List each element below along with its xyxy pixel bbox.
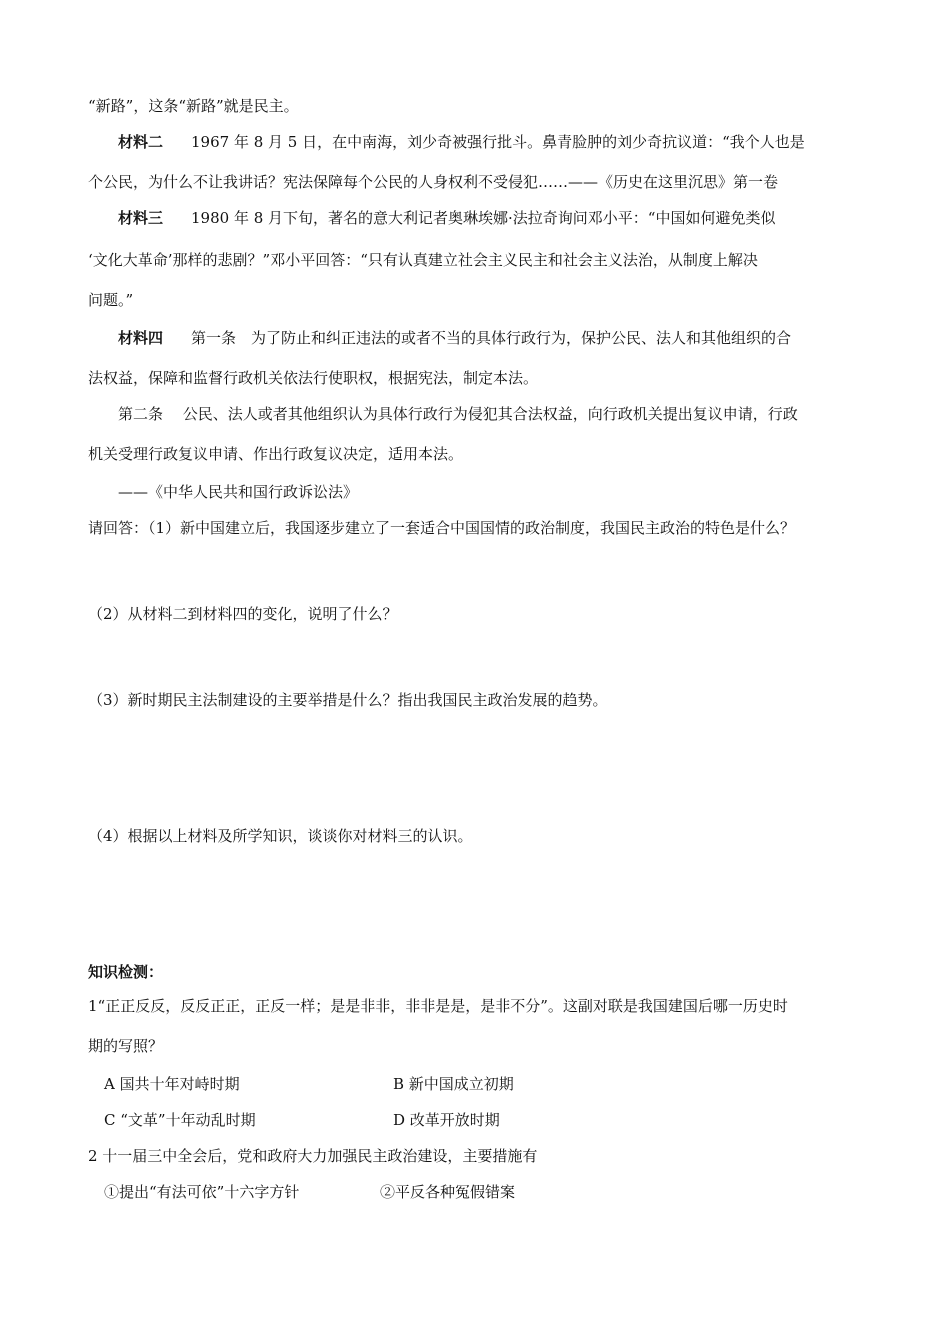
option-d: D 改革开放时期: [393, 1111, 500, 1129]
text-line: “新路”，这条“新路”就是民主。: [88, 97, 299, 115]
option-a: A 国共十年对峙时期: [104, 1075, 240, 1093]
quiz-question-1: 1“正正反反，反反正正，正反一样；是是非非，非非是是，是非不分”。这副对联是我国建国后哪一历史时: [88, 997, 788, 1015]
text-line: 期的写照？: [88, 1037, 164, 1055]
text-line: 机关受理行政复议申请、作出行政复议决定，适用本法。: [88, 445, 464, 463]
question-3: （3）新时期民主法制建设的主要举措是什么？指出我国民主政治发展的趋势。: [88, 691, 608, 709]
quiz-question-2: 2 十一届三中全会后，党和政府大力加强民主政治建设，主要措施有: [88, 1147, 538, 1165]
option-c: C “文革”十年动乱时期: [104, 1111, 256, 1129]
source-line: ——《中华人民共和国行政诉讼法》: [118, 483, 359, 501]
material-four-label: 材料四: [118, 329, 164, 347]
material-four-line: [118, 328, 791, 348]
question-4: （4）根据以上材料及所学知识，谈谈你对材料三的认识。: [88, 827, 473, 845]
text-line: 法权益，保障和监督行政机关依法行使职权，根据宪法，制定本法。: [88, 369, 539, 387]
measure-2: ②平反各种冤假错案: [380, 1183, 516, 1201]
text-line: 第二条 公民、法人或者其他组织认为具体行政行为侵犯其合法权益，向行政机关提出复议申请，行政: [118, 405, 798, 423]
question-2: （2）从材料二到材料四的变化，说明了什么？: [88, 605, 398, 623]
question-1: 请回答：（1）新中国建立后，我国逐步建立了一套适合中国国情的政治制度，我国民主政治的特色是什么？: [88, 519, 796, 537]
measure-1: ①提出“有法可依”十六字方针: [104, 1183, 300, 1201]
material-three-label: 材料三: [118, 209, 164, 227]
option-b: B 新中国成立初期: [393, 1075, 514, 1093]
material-three-line: [118, 208, 775, 228]
text-line: 个公民，为什么不让我讲话？宪法保障每个公民的人身权利不受侵犯……——《历史在这里沉思》第一卷: [88, 173, 779, 191]
material-three-text: 1980 年 8 月下旬，著名的意大利记者奥琳埃娜·法拉奇询问邓小平：“中国如何避免类似: [191, 209, 776, 227]
material-four-text: 第一条 为了防止和纠正违法的或者不当的具体行政行为，保护公民、法人和其他组织的合: [191, 329, 792, 347]
section-heading: 知识检测：: [88, 963, 164, 981]
material-two-text: 1967 年 8 月 5 日，在中南海，刘少奇被强行批斗。鼻青脸肿的刘少奇抗议道：“我个人也是: [191, 133, 805, 151]
text-line: ‘文化大革命’那样的悲剧？”邓小平回答：“只有认真建立社会主义民主和社会主义法治，从制度上解决: [88, 251, 758, 269]
material-two-label: 材料二: [118, 133, 164, 151]
material-two-line: [118, 132, 805, 152]
text-line: 问题。”: [88, 291, 134, 309]
